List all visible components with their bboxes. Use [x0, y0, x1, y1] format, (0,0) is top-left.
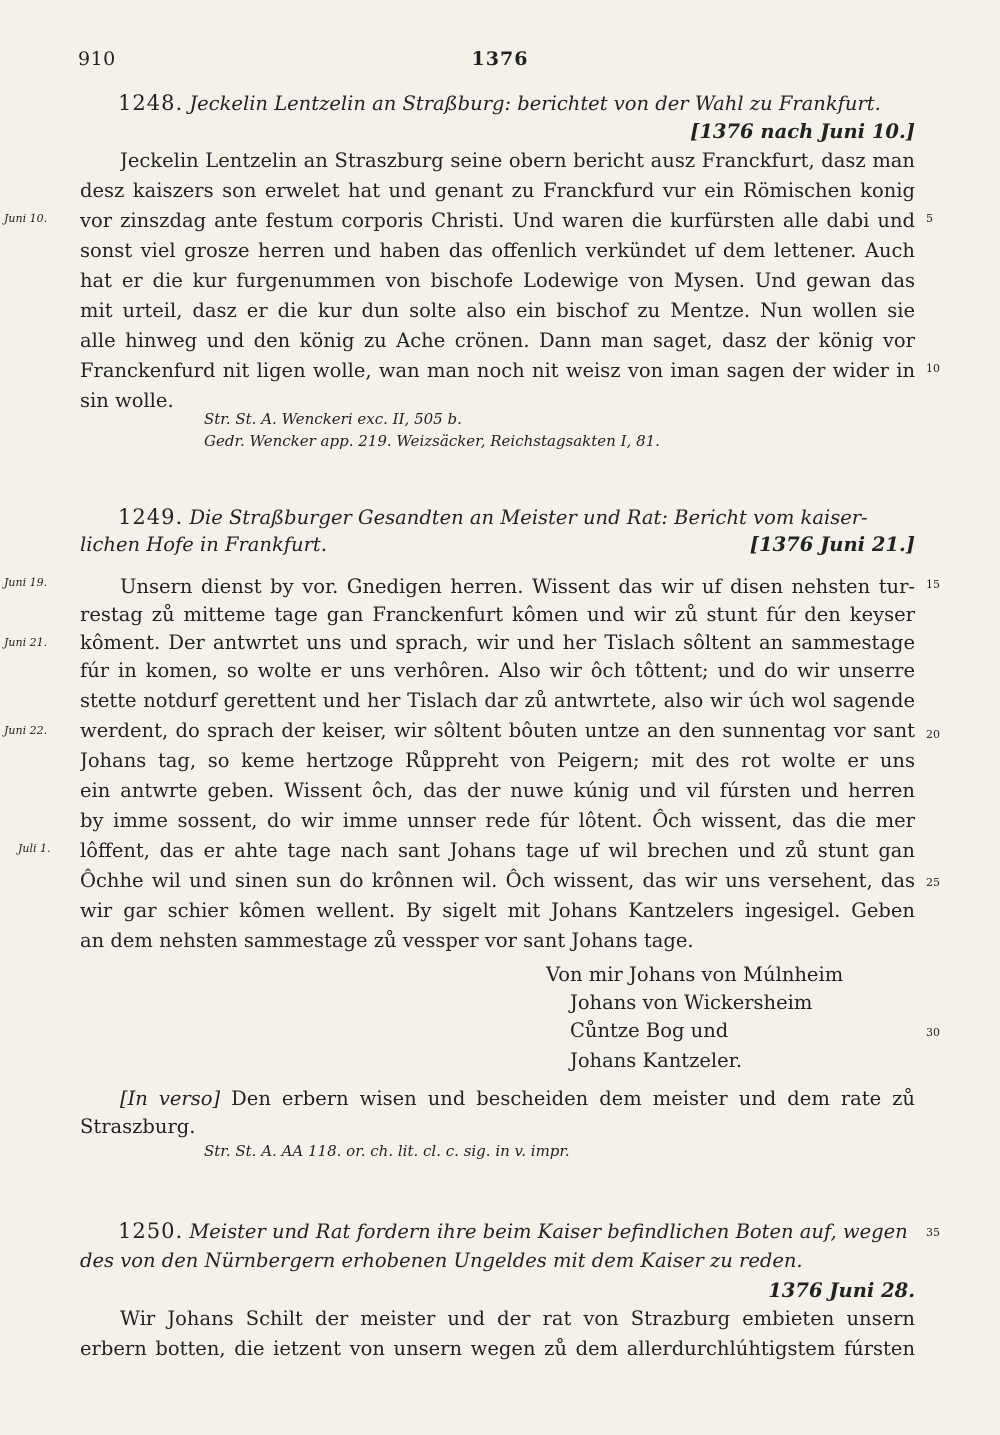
doc1249-line: Unsern dienst by vor. Gnedigen herren. Wissent das wir uf disen nehsten tur- — [120, 575, 915, 598]
doc1248-source: Str. St. A. Wenckeri exc. II, 505 b. — [204, 410, 462, 428]
doc1250-heading — [118, 1216, 915, 1247]
line-number: 25 — [926, 876, 940, 889]
margin-date: Juni 22. — [4, 724, 48, 737]
doc1249-line: stette notdurf gerettent und her Tislach dar zů antwrtete, also wir úch wol sagende — [80, 689, 915, 712]
doc1249-verso — [120, 1084, 915, 1114]
doc1249-verso-cont: Straszburg. — [80, 1115, 196, 1138]
doc1249-line: ein antwrte geben. Wissent ôch, das der nuwe kúnig und vil fúrsten und herren — [80, 779, 915, 802]
doc1248-line: desz kaiszers son erwelet hat und genant zu Franckfurd vur ein Römischen konig — [80, 179, 915, 202]
doc1250-number: 1250. — [118, 1219, 184, 1243]
signature-line: Cůntze Bog und — [570, 1019, 729, 1042]
margin-date: Juni 19. — [4, 576, 48, 589]
doc1248-heading — [118, 88, 915, 119]
line-number: 5 — [926, 212, 933, 225]
doc1248-number: 1248. — [118, 91, 184, 115]
doc1249-source: Str. St. A. AA 118. or. ch. lit. cl. c. sig. in v. impr. — [204, 1142, 570, 1160]
doc1248-line: sin wolle. — [80, 389, 174, 412]
margin-date: Juni 21. — [4, 636, 48, 649]
doc1249-line: restag zů mitteme tage gan Franckenfurt kômen und wir zů stunt fúr den keyser — [80, 603, 915, 626]
line-number: 10 — [926, 362, 940, 375]
doc1249-line: by imme sossent, do wir imme unnser rede fúr lôtent. Ôch wissent, das die mer — [80, 809, 915, 832]
doc1248-source: Gedr. Wencker app. 219. Weizsäcker, Reichstagsakten I, 81. — [204, 432, 660, 450]
doc1248-line: sonst viel grosze herren und haben das offenlich verkündet uf dem lettener. Auch — [80, 239, 915, 262]
line-number: 30 — [926, 1026, 940, 1039]
doc1249-heading — [118, 502, 915, 533]
doc1249-line: wir gar schier kômen wellent. By sigelt mit Johans Kantzelers ingesigel. Geben — [80, 899, 915, 922]
line-number: 20 — [926, 728, 940, 741]
verso-tag: [In verso] — [120, 1087, 221, 1110]
doc1249-line: kôment. Der antwrtet uns und sprach, wir und her Tislach sôltent an sammestage — [80, 631, 915, 654]
doc1250-line: Wir Johans Schilt der meister und der rat von Strazburg embieten unsern — [120, 1307, 915, 1330]
doc1248-line: mit urteil, dasz er die kur dun solte also ein bischof zu Mentze. Nun wollen sie — [80, 299, 915, 322]
doc1249-date: [1376 Juni 21.] — [749, 533, 915, 556]
doc1248-date: [1376 nach Juni 10.] — [690, 120, 915, 143]
doc1248-line: Franckenfurd nit ligen wolle, wan man noch nit weisz von iman sagen der wider in — [80, 359, 915, 382]
margin-date: Juli 1. — [18, 842, 51, 855]
doc1249-line: Ôchhe wil und sinen sun do krônnen wil. Ôch wissent, das wir uns versehent, das — [80, 869, 915, 892]
doc1248-title: Jeckelin Lentzelin an Straßburg: berichtet von der Wahl zu Frankfurt. — [189, 92, 881, 115]
doc1249-line: Johans tag, so keme hertzoge Růppreht von Peigern; mit des rot wolte er uns — [80, 749, 915, 772]
doc1249-title: Die Straßburger Gesandten an Meister und Rat: Bericht vom kaiser- — [189, 506, 868, 529]
verso-text: Den erbern wisen und bescheiden dem meister und dem rate zů — [231, 1087, 915, 1110]
doc1249-number: 1249. — [118, 505, 184, 529]
doc1249-line: werdent, do sprach der keiser, wir sôltent bôuten untze an den sunnentag vor sant — [80, 719, 915, 742]
margin-date: Juni 10. — [4, 212, 48, 225]
doc1249-line: an dem nehsten sammestage zů vessper vor sant Johans tage. — [80, 929, 694, 952]
signature-line: Johans Kantzeler. — [570, 1049, 743, 1072]
page-number: 910 — [78, 48, 116, 70]
doc1248-line: vor zinszdag ante festum corporis Christi. Und waren die kurfürsten alle dabi und — [80, 209, 915, 232]
doc1250-title-cont: des von den Nürnbergern erhobenen Ungeldes mit dem Kaiser zu reden. — [80, 1249, 803, 1272]
signature-line: Von mir Johans von Múlnheim — [546, 963, 844, 986]
doc1248-line: hat er die kur furgenummen von bischofe Lodewige von Mysen. Und gewan das — [80, 269, 915, 292]
doc1248-line: alle hinweg und den könig zu Ache crönen. Dann man saget, dasz der könig vor — [80, 329, 915, 352]
doc1249-line: fúr in komen, so wolte er uns verhôren. Also wir ôch tôttent; und do wir unserre — [80, 659, 915, 682]
doc1250-line: erbern botten, die ietzent von unsern wegen zů dem allerdurchlúhtigstem fúrsten — [80, 1337, 915, 1360]
doc1250-date: 1376 Juni 28. — [768, 1279, 915, 1302]
doc1250-title: Meister und Rat fordern ihre beim Kaiser befindlichen Boten auf, wegen — [189, 1220, 908, 1243]
line-number: 35 — [926, 1226, 940, 1239]
doc1248-line: Jeckelin Lentzelin an Straszburg seine obern bericht ausz Franckfurt, dasz man — [120, 149, 915, 172]
running-head-year: 1376 — [471, 48, 529, 70]
line-number: 15 — [926, 578, 940, 591]
signature-line: Johans von Wickersheim — [570, 991, 813, 1014]
doc1249-title-cont: lichen Hofe in Frankfurt. — [80, 533, 327, 556]
doc1249-line: lôffent, das er ahte tage nach sant Johans tage uf wil brechen und zů stunt gan — [80, 839, 915, 862]
